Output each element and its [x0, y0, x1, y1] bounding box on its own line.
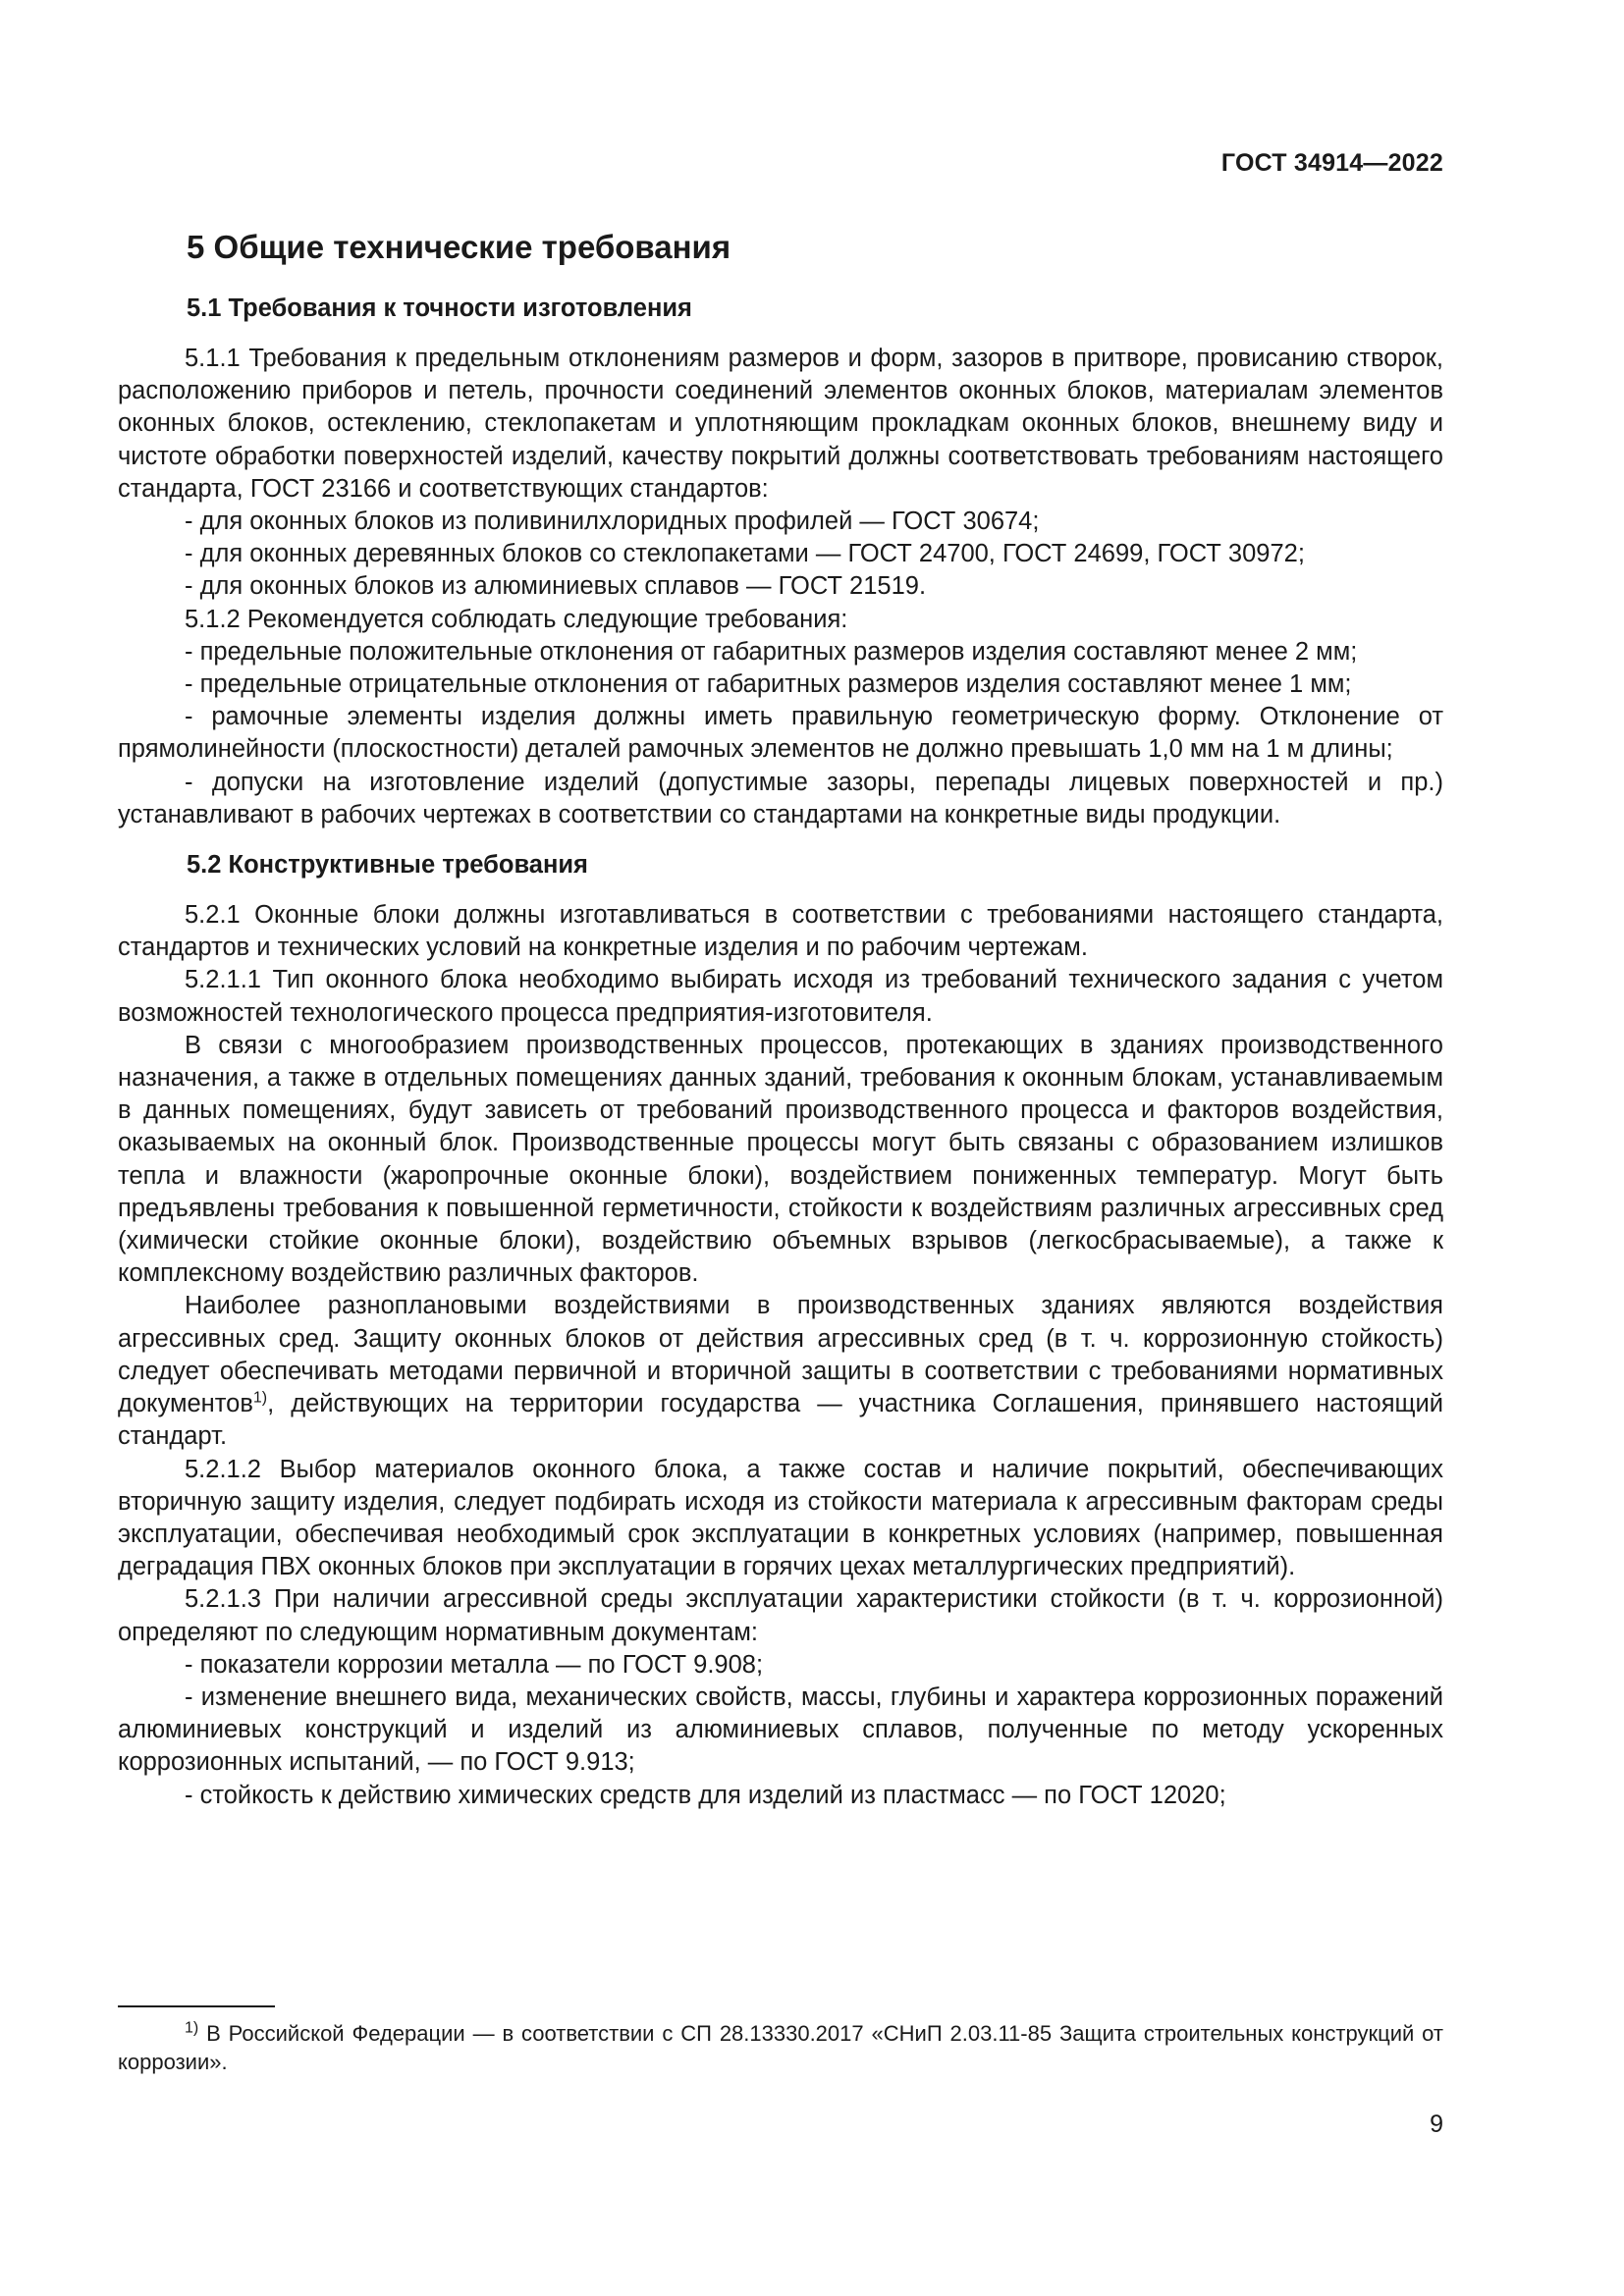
footnote — [118, 2019, 1443, 2076]
list-item: - предельные положительные отклонения от габаритных размеров изделия составляют менее 2 мм; — [185, 637, 1358, 666]
page-number: 9 — [1430, 2110, 1443, 2138]
list-item: - предельные отрицательные отклонения от габаритных размеров изделия составляют менее 1 мм; — [185, 670, 1352, 699]
paragraph: В связи с многообразием производственных процессов, протекающих в зданиях производственного назначения, а также в отдельных помещениях данных зданий, требования к оконным блокам, устанавливаемым в данных помещениях, будут зависеть от требований производственного процесса и факторов воздействия, оказываемых на оконный блок. Производственные процессы могут быть связаны с образованием излишков тепла и влажности (жаропрочные оконные блоки), воздействием пониженных температур. Могут быть предъявлены требования к повышенной герметичности, стойкости к воздействиям различных агрессивных сред (химически стойкие оконные блоки), воздействию объемных взрывов (легкосбрасываемые), а также к комплексному воздействию различных факторов. — [118, 1031, 1443, 1288]
footnote-ref: 1) — [252, 1389, 268, 1407]
list-item: - для оконных блоков из поливинилхлоридных профилей — ГОСТ 30674; — [185, 507, 1040, 536]
paragraph-text: Наиболее разноплановыми воздействиями в производственных зданиях являются воздействия агрессивных сред. Защиту оконных блоков от действия агрессивных сред (в т. ч. коррозионную стойкость) следует обеспечивать методами первичной и вторичной защиты в соответствии с требованиями нормативных документов — [118, 1292, 1443, 1418]
paragraph-5-2-1-2: 5.2.1.2 Выбор материалов оконного блока, а также состав и наличие покрытий, обеспечивающих вторичную защиту изделия, следует подбирать исходя из стойкости материала к агрессивным факторам среды эксплуатации, обеспечивая необходимый срок эксплуатации в конкретных условиях (например, повышенная деградация ПВХ оконных блоков при эксплуатации в горячих цехах металлургических предприятий). — [118, 1455, 1443, 1581]
paragraph-5-2-1: 5.2.1 Оконные блоки должны изготавливаться в соответствии с требованиями настоящего стандарта, стандартов и технических условий на конкретные изделия и по рабочим чертежам. — [118, 901, 1443, 962]
list-item: - для оконных блоков из алюминиевых сплавов — ГОСТ 21519. — [185, 572, 927, 601]
paragraph-text: , действующих на территории государства — участника Соглашения, принявшего настоящий стандарт. — [118, 1390, 1443, 1451]
paragraph-with-footnote — [118, 1290, 1443, 1453]
list-item: - изменение внешнего вида, механических свойств, массы, глубины и характера коррозионных поражений алюминиевых конструкций и изделий из алюминиевых сплавов, полученные по методу ускоренных коррозионных испытаний, — по ГОСТ 9.913; — [118, 1682, 1443, 1777]
subsection-5-1-title: 5.1 Требования к точности изготовления — [187, 294, 692, 322]
paragraph-5-2-1-3: 5.2.1.3 При наличии агрессивной среды эксплуатации характеристики стойкости (в т. ч. коррозионной) определяют по следующим нормативным документам: — [118, 1585, 1443, 1646]
list-item: - показатели коррозии металла — по ГОСТ 9.908; — [185, 1650, 764, 1679]
list-item: - для оконных деревянных блоков со стеклопакетами — ГОСТ 24700, ГОСТ 24699, ГОСТ 30972; — [185, 540, 1305, 568]
list-item: - стойкость к действию химических средств для изделий из пластмасс — по ГОСТ 12020; — [185, 1781, 1226, 1809]
footnote-mark: 1) — [185, 2019, 199, 2037]
paragraph-5-1-1: 5.1.1 Требования к предельным отклонениям размеров и форм, зазоров в притворе, провисанию створок, расположению приборов и петель, прочности соединений элементов оконных блоков, материалам элементов оконных блоков, остеклению, стеклопакетам и уплотняющим прокладкам оконных блоков, внешнему виду и чистоте обработки поверхностей изделий, качеству покрытий должны соответствовать требованиям настоящего стандарта, ГОСТ 23166 и соответствующих стандартов: — [118, 345, 1443, 503]
list-item: - допуски на изготовление изделий (допустимые зазоры, перепады лицевых поверхностей и пр.) устанавливают в рабочих чертежах в соответствии со стандартами на конкретные виды продукции. — [118, 768, 1443, 828]
paragraph-5-1-2: 5.1.2 Рекомендуется соблюдать следующие требования: — [185, 605, 848, 633]
standard-code: ГОСТ 34914—2022 — [1220, 149, 1443, 177]
footnote-divider — [118, 2005, 275, 2007]
footnote-text: В Российской Федерации — в соответствии с СП 28.13330.2017 «СНиП 2.03.11-85 Защита строительных конструкций от коррозии». — [118, 2021, 1443, 2074]
paragraph-5-2-1-1: 5.2.1.1 Тип оконного блока необходимо выбирать исходя из требований технического задания с учетом возможностей технологического процесса предприятия-изготовителя. — [118, 966, 1443, 1027]
section-title: 5 Общие технические требования — [187, 229, 731, 265]
main-content — [118, 218, 1443, 1812]
list-item: - рамочные элементы изделия должны иметь правильную геометрическую форму. Отклонение от прямолинейности (плоскостности) деталей рамочных элементов не должно превышать 1,0 мм на 1 м длины; — [118, 703, 1443, 764]
subsection-5-2-title: 5.2 Конструктивные требования — [187, 851, 588, 880]
